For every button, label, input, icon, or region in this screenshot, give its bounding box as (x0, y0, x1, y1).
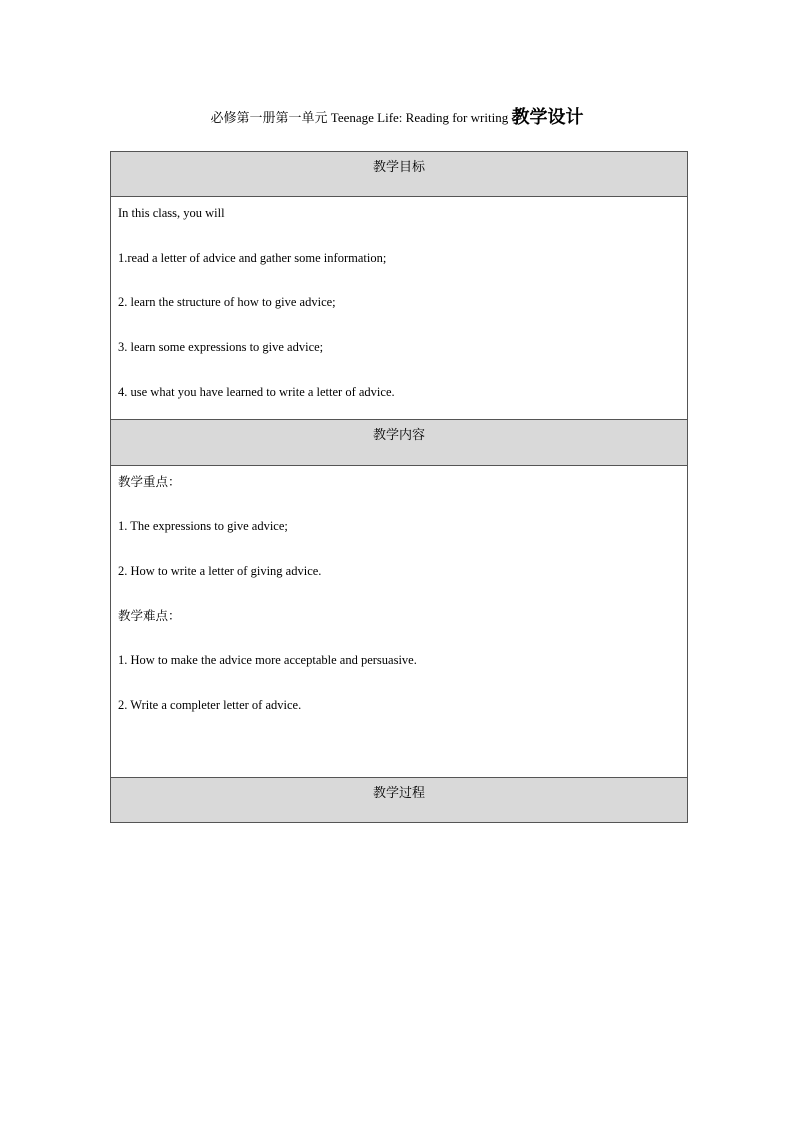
objective-line-1: 1.read a letter of advice and gather some information; (118, 251, 387, 265)
objective-line-4: 4. use what you have learned to write a letter of advice. (118, 385, 395, 399)
section-header-process (111, 778, 687, 822)
objective-line-3: 3. learn some expressions to give advice; (118, 340, 324, 354)
section-body-objectives (111, 197, 687, 420)
section-header-label: 教学目标 (372, 160, 425, 175)
difficult-point-line-2: 2. Write a completer letter of advice. (118, 698, 302, 712)
section-header-label: 教学内容 (372, 428, 425, 443)
section-header-label: 教学过程 (372, 786, 425, 801)
title-prefix: 必修第一册第一单元 Teenage Life: Reading for writing (210, 110, 512, 125)
title-bold: 教学设计 (511, 107, 584, 128)
difficult-point-line-1: 1. How to make the advice more acceptable and persuasive. (118, 653, 417, 667)
lesson-plan-table (110, 151, 688, 823)
key-point-line-1: 1. The expressions to give advice; (118, 519, 288, 533)
objective-line-2: 2. learn the structure of how to give advice; (118, 295, 336, 309)
key-point-line-2: 2. How to write a letter of giving advice. (118, 564, 322, 578)
section-body-content (111, 466, 687, 778)
key-points-heading: 教学重点： (118, 474, 181, 489)
difficult-points-heading: 教学难点： (118, 608, 181, 623)
section-header-content (111, 420, 687, 466)
section-header-objectives (111, 152, 687, 197)
objective-intro-line: In this class, you will (118, 206, 225, 220)
document-title (0, 104, 794, 132)
